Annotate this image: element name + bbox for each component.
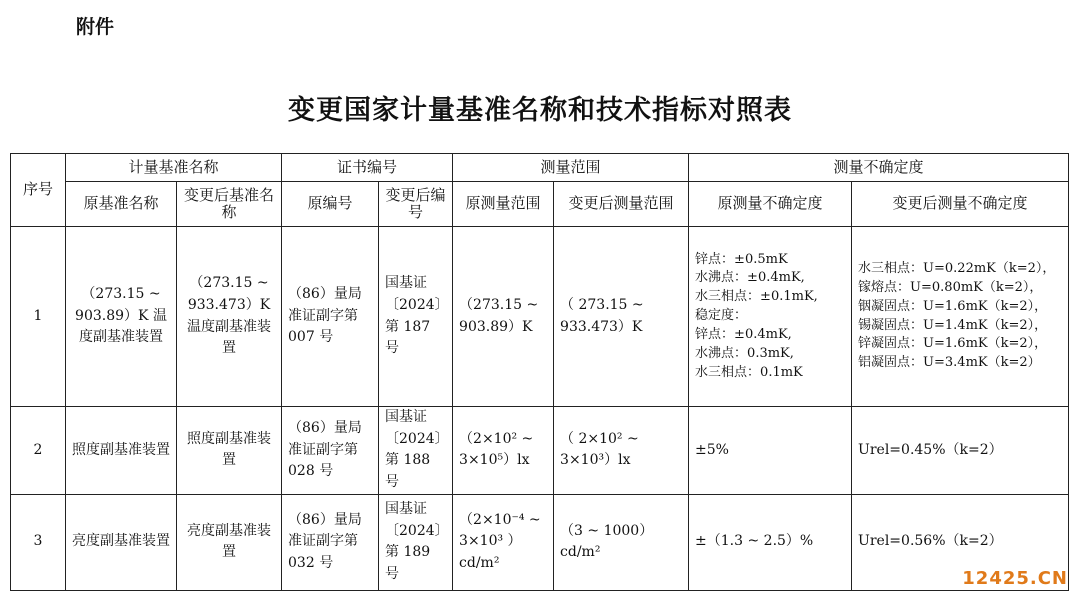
row-new-range: （ 273.15 ~ 933.473）K: [554, 227, 689, 407]
row-orig-no: （86）量局准证副字第 032 号: [282, 494, 379, 590]
row-orig-uncert: ±5%: [689, 407, 852, 495]
row-orig-range: （2×10⁻⁴ ~ 3×10³ ）cd/m²: [453, 494, 554, 590]
header-orig-uncert: 原测量不确定度: [689, 182, 852, 227]
header-new-name: 变更后基准名称: [177, 182, 282, 227]
row-seq: 1: [11, 227, 66, 407]
row-new-no: 国基证〔2024〕第 188 号: [379, 407, 453, 495]
comparison-table: [10, 153, 1069, 591]
row-orig-range: （273.15 ~ 903.89）K: [453, 227, 554, 407]
header-new-no: 变更后编号: [379, 182, 453, 227]
row-seq: 2: [11, 407, 66, 495]
row-new-name: 亮度副基准装置: [177, 494, 282, 590]
row-orig-range: （2×10² ~ 3×10⁵）lx: [453, 407, 554, 495]
header-orig-range: 原测量范围: [453, 182, 554, 227]
header-new-uncert: 变更后测量不确定度: [852, 182, 1069, 227]
header-group-cert: 证书编号: [282, 154, 453, 182]
row-new-uncert: Urel=0.45%（k=2）: [852, 407, 1069, 495]
header-group-range: 测量范围: [453, 154, 689, 182]
row-orig-name: 亮度副基准装置: [66, 494, 177, 590]
row-new-no: 国基证〔2024〕第 187 号: [379, 227, 453, 407]
row-new-range: （3 ~ 1000）cd/m²: [554, 494, 689, 590]
row-orig-name: 照度副基准装置: [66, 407, 177, 495]
row-orig-no: （86）量局准证副字第 007 号: [282, 227, 379, 407]
row-orig-uncert: 锌点：±0.5mK 水沸点：±0.4mK, 水三相点：±0.1mK, 稳定度： 锌点：±0.4mK, 水沸点：0.3mK, 水三相点：0.1mK: [689, 227, 852, 407]
table-row: [11, 407, 1069, 495]
header-seq: 序号: [11, 154, 66, 227]
header-orig-no: 原编号: [282, 182, 379, 227]
row-seq: 3: [11, 494, 66, 590]
row-new-range: （ 2×10² ~ 3×10³）lx: [554, 407, 689, 495]
attachment-label: 附件: [76, 16, 115, 38]
watermark-logo: 12425.CN: [962, 568, 1068, 589]
header-group-uncert: 测量不确定度: [689, 154, 1069, 182]
header-new-range: 变更后测量范围: [554, 182, 689, 227]
page-title: 变更国家计量基准名称和技术指标对照表: [288, 95, 792, 126]
row-orig-no: （86）量局准证副字第 028 号: [282, 407, 379, 495]
row-orig-name: （273.15 ~ 903.89）K 温度副基准装置: [66, 227, 177, 407]
table-row: [11, 494, 1069, 590]
table-row: [11, 227, 1069, 407]
row-new-name: （273.15 ~ 933.473）K 温度副基准装置: [177, 227, 282, 407]
header-orig-name: 原基准名称: [66, 182, 177, 227]
header-group-name: 计量基准名称: [66, 154, 282, 182]
row-new-uncert: Urel=0.56%（k=2）: [852, 494, 1069, 590]
row-orig-uncert: ±（1.3 ~ 2.5）%: [689, 494, 852, 590]
row-new-name: 照度副基准装置: [177, 407, 282, 495]
row-new-uncert: 水三相点：U=0.22mK（k=2）， 镓熔点：U=0.80mK（k=2）， 铟凝固点：U=1.6mK（k=2）， 锡凝固点：U=1.4mK（k=2）， 锌凝固点：U=1.6mK（k=2）， 铝凝固点：U=3.4mK（k=2）: [852, 227, 1069, 407]
row-new-no: 国基证〔2024〕第 189 号: [379, 494, 453, 590]
